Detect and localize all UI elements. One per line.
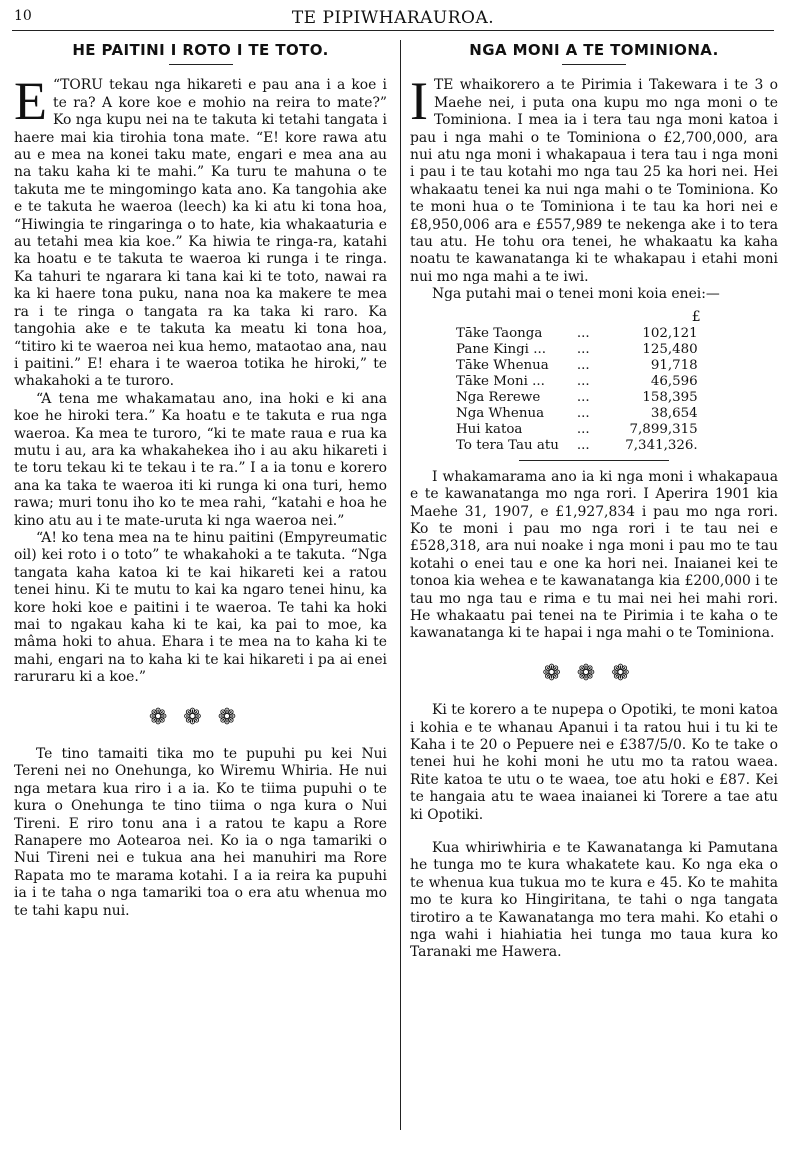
revenue-label: Pane Kingi ... <box>456 341 546 357</box>
right-paragraph-1-text: TE whaikorero a te Pirimia i Takewara i te 3 o Maehe nei, i puta ona kupu mo nga moni o te Tominiona. I mea ia i tera tau nga moni katoa i pau i nga mahi o te Tominiona o £2,700,000, ara nui atu nga moni i whakapaua i tera tau i nga moni i pau i te tau kotahi mo nga tau 25 ka hori nei. Hei whakaatu tenei ka nui nga mahi o te Tominiona. Ko te moni hua o te Tominiona i te tau ka hori nei e £8,950,006 ara e £557,989 te nekenga ake i to tera tau atu. He tohu ora tenei, he whakaatu ka kaha noatu te kawanatanga ki te whakapau i etahi moni nui mo nga mahi a te iwi. <box>410 77 778 285</box>
left-article-title: HE PAITINI I ROTO I TE TOTO. <box>72 41 329 59</box>
column-divider <box>400 40 401 1130</box>
ornament-divider <box>410 660 778 686</box>
table-rule <box>519 460 669 461</box>
revenue-row <box>452 438 702 454</box>
revenue-label: Nga Rerewe <box>456 389 541 405</box>
left-paragraph-1-text: “TORU tekau nga hikareti e pau ana i a koe i te ra? A kore koe e mohio na reira to mate?” Ko nga kupu nei na te takuta ki tetahi tangata i haere mai kia tirohia tona mate. “E! kore rawa atu au e mea na konei taku mate, engari e mea ana au na taku kaha ki te mahi.” Ka turu te mahuna o te takuta me te mingomingo kata ano. Ka tangohia ake e te takuta he waeroa (leech) ka ki atu ki tona hoa, “Hiwingia te ringaringa o to hate, kia whakaaturia e au tetahi mea kia koe.” Ka hiwia te ringa-ra, katahi ka hoatu e te takuta te waeroa ki runga i te ringa. Ka tahuri te ngarara ki tana kai ki te toto, nawai ra ka ki haere tona puku, nana noa ka makere te mea ra i te ringa o tangata ra ka taka ki raro. Ka tangohia ake e te takuta ka meatu ki tona hoa, “titiro ki te waeroa nei kua hemo, mataotao ana, nau i paitini.” E! ehara i te waeroa totika he hiroki,” te whakahoki a te turoro. <box>14 77 387 390</box>
right-paragraph-5: Kua whiriwhiria e te Kawanatanga ki Pamutana he tunga mo te kura whakatete kau. Ko nga eka o te whenua kua tukua mo te kura e 45. Ko te mahita mo te kura ko Hingiritana, te tahi o nga tangata tirotiro a te Kawanatanga mo tera mahi. Ko etahi o nga wahi i hiahiatia hei tunga mo taua kura ko Taranaki me Hawera. <box>410 840 778 961</box>
ornament-icon: ❁ <box>183 704 218 730</box>
right-paragraph-1 <box>410 71 778 286</box>
ornament-divider <box>14 704 387 730</box>
revenue-amount: 7,899,315 <box>629 421 698 437</box>
revenue-label: Hui katoa <box>456 421 523 437</box>
revenue-label: Nga Whenua <box>456 405 545 421</box>
ornament-icon: ❁ <box>542 660 577 686</box>
right-paragraph-4: Ki te korero a te nupepa o Opotiki, te moni katoa i kohia e te whanau Apanui i ta ratou hui i tu ki te Kaha i te 20 o Pepuere nei e £387/5/0. Ko te take o tenei hui he kohi moni he utu mo ta ratou waea. Rite katoa te utu o te waea, toe atu hoki e £87. Kei te hangaia atu te waea inaianei ki Torere a tae atu ki Opotiki. <box>410 702 778 823</box>
revenue-label: Tāke Taonga <box>456 325 543 341</box>
revenue-table-header <box>452 308 702 326</box>
ornament-icon: ❁ <box>576 660 612 686</box>
left-paragraph-2: “A tena me whakamatau ano, ina hoki e ki ana koe he hiroki tera.” Ka hoatu e te takuta e rua nga waeroa. Ka mea te turoro, “ki te mate raua e rua ka mutu i au, ara ka whakahekea iho i au aku hikareti i te toru tekau ki te tekau i te ra.” I a ia tonu e korero ana ka taka te waeroa iti ki runga ki ona turi, hemo rawa; muri tonu iho ko te mea rahi, “katahi e hoa he kino atu au i te mate-uruta ki nga waeroa nei.” <box>14 390 387 529</box>
page-number: 10 <box>14 8 32 24</box>
revenue-amount: 102,121 <box>642 325 698 341</box>
right-article-title: NGA MONI A TE TOMINIONA. <box>469 41 719 59</box>
revenue-label: Tāke Whenua <box>456 357 549 373</box>
revenue-table <box>452 308 702 454</box>
ornament-icon: ❁ <box>611 660 646 686</box>
revenue-table-body <box>452 326 702 454</box>
revenue-amount: 91,718 <box>650 357 698 373</box>
revenue-dots: ... <box>576 357 590 373</box>
revenue-dots: ... <box>576 373 590 389</box>
right-paragraph-2: Nga putahi mai o tenei moni koia enei:— <box>432 286 720 303</box>
revenue-amount: 158,395 <box>642 389 698 405</box>
revenue-dots: ... <box>576 389 590 405</box>
paragraph-gap <box>410 824 778 840</box>
left-paragraph-1 <box>14 71 387 390</box>
revenue-label: Tāke Moni ... <box>456 373 545 389</box>
revenue-amount: 46,596 <box>650 373 698 389</box>
title-rule <box>169 64 233 65</box>
revenue-row <box>452 358 702 374</box>
revenue-row <box>452 326 702 342</box>
ornament-icon: ❁ <box>148 704 184 730</box>
revenue-dots: ... <box>576 405 590 421</box>
revenue-row <box>452 374 702 390</box>
left-paragraph-3: “A! ko tena mea na te hinu paitini (Empyreumatic oil) kei roto i o toto” te whakahoki a te takuta. “Nga tangata kaha katoa ki te kai hikareti kei a ratou tenei hinu. Ki te mutu to kai ka ngaro tenei hinu, ka kore hoki koe e paitini i te waeroa. Te tahi ka hoki mai to ngakau kaha ki te kai, ka pai to moe, ka mâma hoki to ahua. Ehara i te mea na to kaha ki te mahi, engari na to kaha ki te kai hikareti i pa ai enei raruraru ki a koe.” <box>14 529 387 686</box>
revenue-dots: ... <box>576 325 590 341</box>
left-paragraph-4: Te tino tamaiti tika mo te pupuhi pu kei Nui Tereni nei no Onehunga, ko Wiremu Whiria. He nui nga metara kua riro i a ia. Ko te tiima pupuhi o te kura o Onehunga te tino tiima o nga kura o Nui Tireni. E riro tonu ana i a ratou te kapu a Rore Ranapere mo Aotearoa nei. Ko ia o nga tamariki o Nui Tireni nei e tukua ana hei manuhiri ma Rore Rapata mo te marama kotahi. I a ia reira ka pupuhi ia i te taha o nga tamariki toa o era atu whenua mo te tahi kapu nui. <box>14 746 387 919</box>
title-rule <box>562 64 626 65</box>
revenue-dots: ... <box>576 421 590 437</box>
revenue-amount: 125,480 <box>642 341 698 357</box>
revenue-row <box>452 406 702 422</box>
drop-cap: I <box>410 71 428 132</box>
header-rule <box>12 30 774 31</box>
running-title: TE PIPIWHARAUROA. <box>291 8 495 28</box>
revenue-amount: 7,341,326. <box>625 437 698 453</box>
revenue-label: To tera Tau atu <box>456 437 559 453</box>
revenue-amount: 38,654 <box>650 405 698 421</box>
left-column <box>14 42 387 920</box>
revenue-row <box>452 390 702 406</box>
right-column <box>410 42 778 962</box>
ornament-icon: ❁ <box>217 704 253 730</box>
revenue-row <box>452 342 702 358</box>
revenue-row <box>452 422 702 438</box>
drop-cap: E <box>14 71 47 132</box>
revenue-dots: ... <box>576 341 590 357</box>
revenue-dots: ... <box>576 437 590 453</box>
currency-symbol: £ <box>691 308 701 325</box>
right-paragraph-3: I whakamarama ano ia ki nga moni i whakapaua e te kawanatanga mo nga rori. I Aperira 1901 kia Maehe 31, 1907, e £1,927,834 i pau mo nga rori. Ko te moni i pau mo nga rori i te tau nei e £528,318, ara nui noake i nga moni i pau mo te tau kotahi o enei tau e one ka hori nei. Inaianei kei te tonoa kia wehea e te kawanatanga kia £200,000 i te tau mo nga tau e rima e tu mai nei hei mahi rori. He whakaatu pai tenei na te Pirimia i te kaha o te kawanatanga ki te hapai i nga mahi o te Tominiona. <box>410 468 778 642</box>
